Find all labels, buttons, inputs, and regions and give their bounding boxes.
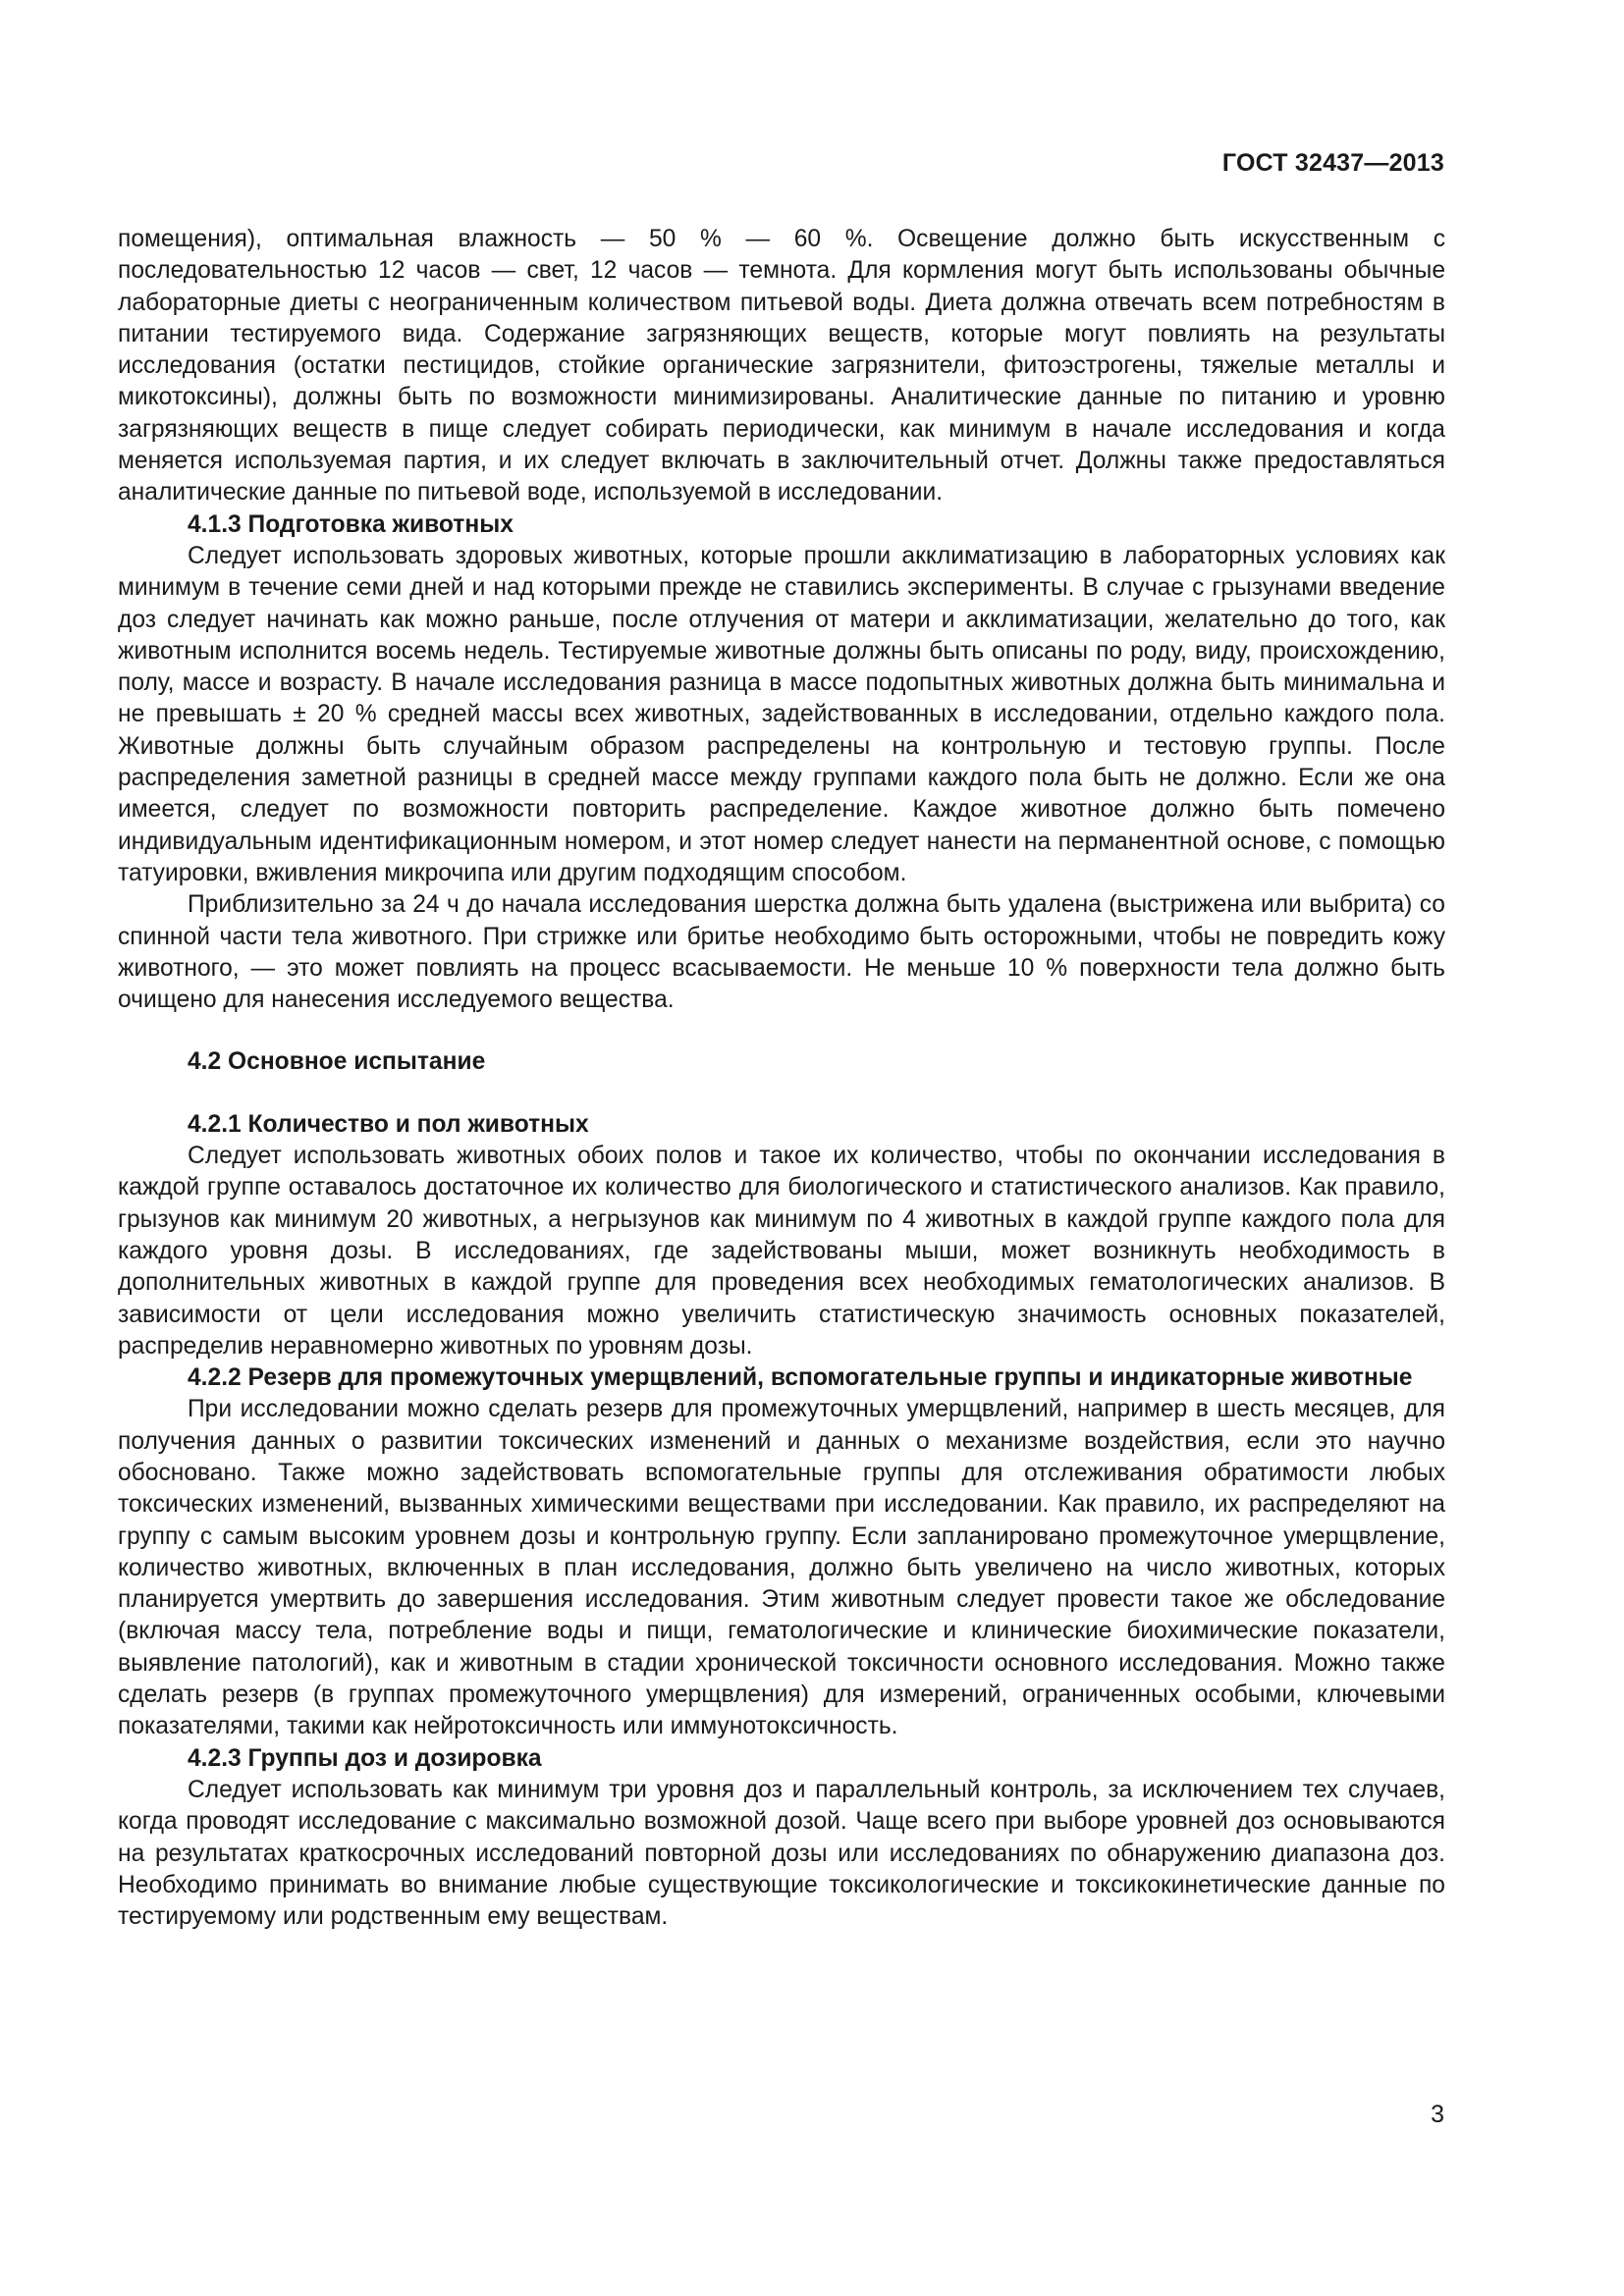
document-body [118,224,1445,1933]
heading-4-2-1: 4.2.1 Количество и пол животных [188,1110,589,1138]
heading-4-1-3: 4.1.3 Подготовка животных [188,510,514,538]
paragraph-4-2-2: При исследовании можно сделать резерв для промежуточных умерщвлений, например в шесть месяцев, для получения данных о развитии токсических изменений и данных о механизме воздействия, если это научно обосновано. Также можно задействовать вспомогательные группы для отслеживания обратимости любых токсических изменений, вызванных химическими веществами при исследовании. Как правило, их распределяют на группу с самым высоким уровнем дозы и контрольную группу. Если запланировано промежуточное умерщвление, количество животных, включенных в план исследования, должно быть увеличено на число животных, которых планируется умертвить до завершения исследования. Этим животным следует провести такое же обследование (включая массу тела, потребление воды и пищи, гематологические и клинические биохимические показатели, выявление патологий), как и животным в стадии хронической токсичности основного исследования. Можно также сделать резерв (в группах промежуточного умерщвления) для измерений, ограниченных особыми, ключевыми показателями, такими как нейротоксичность или иммунотоксичность. [118,1396,1445,1740]
page-number: 3 [1431,2101,1444,2128]
heading-4-2-3: 4.2.3 Группы доз и дозировка [188,1744,542,1772]
heading-4-2-2: 4.2.2 Резерв для промежуточных умерщвлений, вспомогательные группы и индикаторные животные [188,1364,1413,1392]
document-code-header: ГОСТ 32437—2013 [1221,149,1444,177]
paragraph-4-1-3-a: Следует использовать здоровых животных, которые прошли акклиматизацию в лабораторных условиях как минимум в течение семи дней и над которыми прежде не ставились эксперименты. В случае с грызунами введение доз следует начинать как можно раньше, после отлучения от матери и акклиматизации, желательно до того, как животным исполнится восемь недель. Тестируемые животные должны быть описаны по роду, виду, происхождению, полу, массе и возрасту. В начале исследования разница в массе подопытных животных должна быть минимальна и не превышать ± 20 % средней массы всех животных, задействованных в исследовании, отдельно каждого пола. Животные должны быть случайным образом распределены на контрольную и тестовую группы. После распределения заметной разницы в средней массе между группами каждого пола быть не должно. Если же она имеется, следует по возможности повторить распределение. Каждое животное должно быть помечено индивидуальным идентификационным номером, и этот номер следует нанести на перманентной основе, с помощью татуировки, вживления микрочипа или другим подходящим способом. [118,542,1445,886]
paragraph-4-2-3: Следует использовать как минимум три уровня доз и параллельный контроль, за исключением тех случаев, когда проводят исследование с максимально возможной дозой. Чаще всего при выборе уровней доз основываются на результатах краткосрочных исследований повторной дозы или исследованиях по обнаружению диапазона доз. Необходимо принимать во внимание любые существующие токсикологические и токсикокинетические данные по тестируемому или родственным ему веществам. [118,1776,1445,1931]
paragraph-continuation: помещения), оптимальная влажность — 50 % — 60 %. Освещение должно быть искусственным с последовательностью 12 часов — свет, 12 часов — темнота. Для кормления могут быть использованы обычные лабораторные диеты с неограниченным количеством питьевой воды. Диета должна отвечать всем потребностям в питании тестируемого вида. Содержание загрязняющих веществ, которые могут повлиять на результаты исследования (остатки пестицидов, стойкие органические загрязнители, фитоэстрогены, тяжелые металлы и микотоксины), должны быть по возможности минимизированы. Аналитические данные по питанию и уровню загрязняющих веществ в пище следует собирать периодически, как минимум в начале исследования и когда меняется используемая партия, и их следует включать в заключительный отчет. Должны также предоставляться аналитические данные по питьевой воде, используемой в исследовании. [118,226,1445,507]
heading-4-2: 4.2 Основное испытание [188,1048,486,1076]
paragraph-4-2-1: Следует использовать животных обоих полов и такое их количество, чтобы по окончании исследования в каждой группе оставалось достаточное их количество для биологического и статистического анализов. Как правило, грызунов как минимум 20 животных, а негрызунов как минимум по 4 животных в каждой группе каждого пола для каждого уровня дозы. В исследованиях, где задействованы мыши, может возникнуть необходимость в дополнительных животных в каждой группе для проведения всех необходимых гематологических анализов. В зависимости от цели исследования можно увеличить статистическую значимость основных показателей, распределив неравномерно животных по уровням дозы. [118,1143,1445,1360]
paragraph-4-1-3-b: Приблизительно за 24 ч до начала исследования шерстка должна быть удалена (выстрижена или выбрита) со спинной части тела животного. При стрижке или бритье необходимо быть осторожными, чтобы не повредить кожу животного, — это может повлиять на процесс всасываемости. Не меньше 10 % поверхности тела должно быть очищено для нанесения исследуемого вещества. [118,891,1445,1014]
